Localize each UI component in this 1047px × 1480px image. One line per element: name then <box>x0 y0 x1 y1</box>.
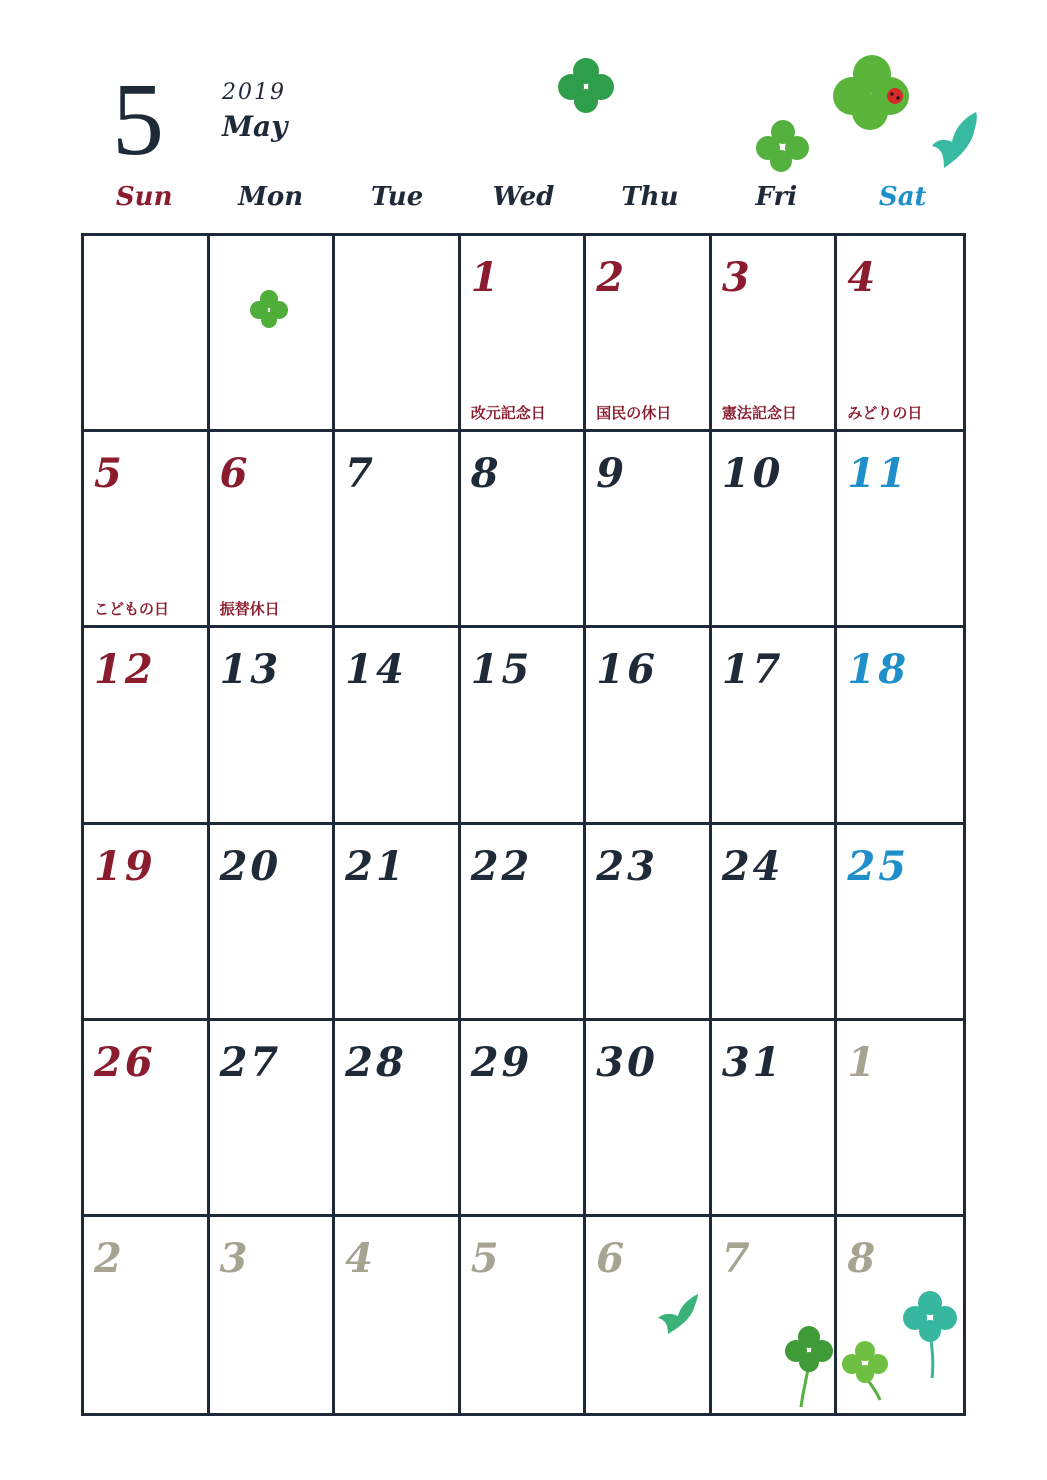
day-number: 2 <box>596 254 628 301</box>
year: 2019 <box>222 80 286 105</box>
clover-with-stem-icon <box>783 1325 835 1411</box>
calendar-cell <box>335 432 461 628</box>
calendar-cell <box>461 432 587 628</box>
calendar-cell <box>461 1021 587 1217</box>
day-number: 30 <box>596 1038 658 1086</box>
calendar-cell <box>712 628 838 824</box>
four-leaf-clover-with-ladybug-icon <box>832 52 912 132</box>
day-number: 1 <box>847 1038 879 1086</box>
day-number: 16 <box>596 646 658 694</box>
calendar-grid <box>81 233 966 1416</box>
day-number: 4 <box>345 1234 376 1282</box>
calendar-cell <box>461 1217 587 1413</box>
day-number: 9 <box>596 450 628 498</box>
day-number: 10 <box>721 450 784 498</box>
month-name: May <box>222 110 288 143</box>
day-number: 18 <box>847 646 910 694</box>
calendar-cell <box>461 236 587 432</box>
calendar-cell <box>837 825 963 1021</box>
calendar-cell <box>712 236 838 432</box>
calendar-cell <box>586 236 712 432</box>
weekday-header-row <box>81 182 966 218</box>
holiday-label: 振替休日 <box>219 600 280 619</box>
day-number: 15 <box>470 646 533 694</box>
calendar-cell <box>84 432 210 628</box>
holiday-label: みどりの日 <box>847 404 923 423</box>
calendar-cell <box>335 1217 461 1413</box>
day-number: 12 <box>94 646 156 694</box>
weekday-tue: Tue <box>370 182 424 212</box>
weekday-wed: Wed <box>492 182 555 212</box>
calendar-cell <box>586 432 712 628</box>
day-number: 24 <box>721 842 784 890</box>
calendar-cell <box>335 825 461 1021</box>
day-number: 3 <box>219 1234 251 1282</box>
day-number: 20 <box>219 842 282 890</box>
day-number: 11 <box>847 450 910 498</box>
calendar-cell <box>335 1021 461 1217</box>
weekday-mon: Mon <box>238 182 304 212</box>
calendar-cell <box>210 1021 336 1217</box>
day-number: 5 <box>94 450 125 498</box>
calendar-cell <box>712 432 838 628</box>
clover-with-stem-icon <box>900 1290 960 1380</box>
day-number: 4 <box>847 254 879 301</box>
holiday-label: 憲法記念日 <box>721 404 797 423</box>
calendar-cell <box>210 1217 336 1413</box>
day-number: 7 <box>721 1234 753 1282</box>
holiday-label: 改元記念日 <box>470 404 546 423</box>
day-number: 17 <box>721 646 784 694</box>
day-number: 7 <box>345 450 376 498</box>
day-number: 25 <box>847 842 910 890</box>
day-number: 8 <box>847 1234 879 1282</box>
four-leaf-clover-icon <box>249 289 289 329</box>
day-number: 22 <box>470 842 533 890</box>
calendar-cell <box>84 1217 210 1413</box>
weekday-thu: Thu <box>621 182 679 212</box>
calendar-cell <box>210 628 336 824</box>
clover-with-stem-icon <box>840 1340 890 1402</box>
calendar-cell <box>837 432 963 628</box>
calendar-cell <box>335 236 461 432</box>
calendar-cell <box>210 825 336 1021</box>
calendar-cell <box>712 825 838 1021</box>
day-number: 5 <box>470 1234 502 1282</box>
four-leaf-clover-icon <box>555 55 617 115</box>
day-number: 27 <box>219 1038 282 1086</box>
calendar-cell <box>837 1021 963 1217</box>
bird-icon <box>930 108 982 174</box>
day-number: 8 <box>470 450 502 498</box>
day-number: 23 <box>596 842 658 890</box>
day-number: 1 <box>470 254 502 301</box>
calendar-cell <box>837 628 963 824</box>
day-number: 2 <box>94 1234 125 1282</box>
calendar-cell <box>586 1021 712 1217</box>
calendar-cell <box>84 825 210 1021</box>
four-leaf-clover-icon <box>753 118 813 174</box>
day-number: 3 <box>721 254 753 301</box>
day-number: 28 <box>345 1038 407 1086</box>
calendar-cell <box>84 628 210 824</box>
calendar-cell <box>586 825 712 1021</box>
calendar-cell <box>461 825 587 1021</box>
calendar-cell <box>712 1021 838 1217</box>
day-number: 29 <box>470 1038 533 1086</box>
weekday-sun: Sun <box>115 182 173 212</box>
weekday-fri: Fri <box>755 182 798 212</box>
calendar-cell <box>586 628 712 824</box>
holiday-label: こどもの日 <box>94 600 170 619</box>
calendar-cell <box>335 628 461 824</box>
day-number: 19 <box>94 842 156 890</box>
day-number: 14 <box>345 646 407 694</box>
month-number: 5 <box>112 62 164 177</box>
calendar-cell <box>84 236 210 432</box>
weekday-sat: Sat <box>878 182 927 212</box>
bird-icon <box>656 1290 702 1336</box>
day-number: 6 <box>596 1234 628 1282</box>
calendar-cell <box>84 1021 210 1217</box>
calendar-cell <box>461 628 587 824</box>
day-number: 21 <box>345 842 407 890</box>
calendar-cell <box>210 432 336 628</box>
day-number: 26 <box>94 1038 156 1086</box>
calendar-cell <box>837 236 963 432</box>
day-number: 6 <box>219 450 251 498</box>
holiday-label: 国民の休日 <box>596 404 672 423</box>
calendar-cell <box>210 236 336 432</box>
day-number: 13 <box>219 646 282 694</box>
day-number: 31 <box>721 1038 784 1086</box>
